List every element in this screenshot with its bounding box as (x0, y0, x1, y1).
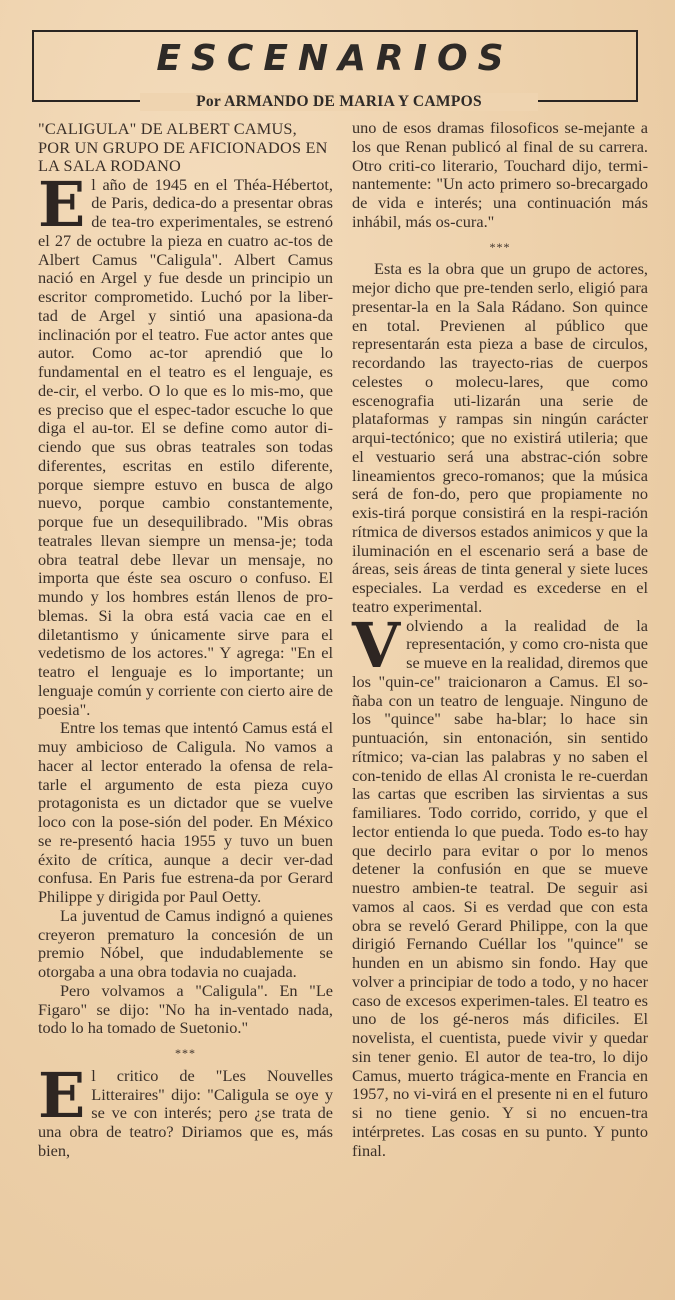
right-column (352, 119, 648, 1160)
paragraph-4: Pero volvamos a "Caligula". En "Le Figaro" se dijo: "No ha in-ventado nada, todo lo ha tomado de Suetonio." (38, 980, 333, 1038)
paragraph-5-text: l critico de "Les Nouvelles Litteraires" dijo: "Caligula se oye y se ve con interés; pero ¿se trata de una obra de teatro? Diriamos que es, más bien, (38, 1065, 333, 1160)
left-column (38, 120, 333, 1161)
paragraph-7: Esta es la obra que un grupo de actores, mejor dicho que pre-tenden serlo, eligió para presentar-la en la Sala Rádano. Son quince en total. Previenen al público que representarán esta pieza a base de circulos, recordando las trayecto-rias de cuerpos celestes o molecu-lares, que como escenografia uti-lizarán una serie de plataformas y rampas sin ningún carácter arqui-tectónico; que no existirá utileria; que el vestuario será una abstrac-ción sobre lineamientos greco-romanos; que la música será de fon-do, pero que propiamente no exis-tirá porque consistirá en la respi-ración rítmica de diversos estados animicos y que la iluminación en el escenario será a base de áreas, seis áreas de tinta general y siete luces especiales. La verdad es excederse en el teatro experimental. (352, 259, 648, 616)
drop-cap: E (38, 1058, 86, 1132)
drop-cap: E (38, 167, 86, 241)
paragraph-1-text: l año de 1945 en el Théa-Hébertot, de Paris, dedica-do a presentar obras de tea-tro experimentales, se estrenó el 27 de octubre la pieza en cuatro ac-tos de Albert Camus "Caligula". Albert Camus nació en Argel y fue desde un principio un escritor comprometido. Luchó por la liber-tad de Argel y sintió una apasiona-da inclinación por el teatro. Fue actor antes que autor. Como ac-tor aprendió que lo fundamental en el teatro es el lenguaje, es de-cir, el verbo. O lo que es lo mis-mo, que es preciso que el espec-tador escuche lo que diga el au-tor. El se define como autor di-ciendo que sus obras teatrales son todas diferentes, escritas en estilo diferente, porque siempre estuvo en busca de algo nuevo, porque cambio constantemente, porque fue un desequilibrado. "Mis obras teatrales llevan siempre un mensa-je; toda obra teatral debe llevar un mensaje, no importa que éste sea oscuro o confuso. El mundo y los hombres están llenos de pro-blemas. Si la obra está vacia cae en el diletantismo y únicamente sirve para el vedetismo de los actores." Y agrega: "En el teatro el lenguaje es lo importante; un lenguaje común y corriente con cierto aire de poesia". (38, 174, 333, 719)
paragraph-2: Entre los temas que intentó Camus está el muy ambicioso de Caligula. No vamos a hacer al lector enterado la ofensa de rela-tarle el argumento de esta pieza cuyo protagonista es un dictador que se vuelve loco con la pose-sión del poder. En México se re-presentó hacia 1955 y tuvo un buen éxito de crítica, aunque a decir ver-dad confusa. En Paris fue estrena-da por Gerard Philippe y dirigida por Paul Oetty. (38, 718, 333, 906)
section-separator: *** (489, 239, 511, 254)
section-separator: *** (175, 1046, 196, 1060)
article-headline: "CALIGULA" DE ALBERT CAMUS, POR UN GRUPO DE AFICIONADOS EN LA SALA RODANO (38, 119, 328, 175)
byline: Por ARMANDO DE MARIA Y CAMPOS (140, 93, 538, 111)
paragraph-5 (38, 1058, 333, 1161)
paragraph-1 (38, 167, 333, 720)
section-title: ESCENARIOS (156, 38, 514, 79)
drop-cap: V (352, 608, 401, 682)
paragraph-8-text: olviendo a la realidad de la representación, y como cro-nista que se mueve en la realidad, diremos que los "quin-ce" traicionaron a Camus. El so-ñaba con un teatro de lenguaje. Ninguno de los "quince" sabe ha-blar; lo hace sin puntuación, sin entonación, sin sentido rítmico; va-cian las palabras y no saben el con-tenido de ellas Al cronista le re-cuerdan las cartas que escriben las sirvientas a sus familiares. Todo corrido, corrido, y que el lector entienda lo que pueda. Todo es-to hay que decirlo para evitar o por lo menos detener la confusión en que se mueve nuestro ambien-te teatral. De seguir asi vamos al caos. Si es verdad que con esta obra se reveló Gerard Philippe, con la que dirigió Fernando Cuéllar los "quince" se hunden en un abismo sin fondo. Hay que volver a principiar de todo a todo, y no hacer caso de excesos experimen-tales. El teatro es uno de los gé-neros más dificiles. El novelista, el cuentista, puede vivir y quedar sin tener genio. El autor de tea-tro, lo dijo Camus, muerto trágica-mente en Francia en 1957, no vi-virá en el presente ni en el futuro si no tiene genio. Y si no encuen-tra intérpretes. Las cosas en su punto. Y punto final. (352, 615, 648, 1160)
paragraph-6: uno de esos dramas filosoficos se-mejante a los que Renan publicó al final de su carrera. Otro criti-co literario, Touchard dijo, termi-nantemente: "Un acto primero so-brecargado de vida e interés; una continuación más inhábil, más os-cura." (352, 118, 648, 231)
paragraph-8 (352, 608, 648, 1161)
paragraph-3: La juventud de Camus indignó a quienes creyeron prematuro la concesión de un premio Nóbel, que indudablemente se otorgaba a una obra todavia no cuajada. (38, 905, 333, 981)
